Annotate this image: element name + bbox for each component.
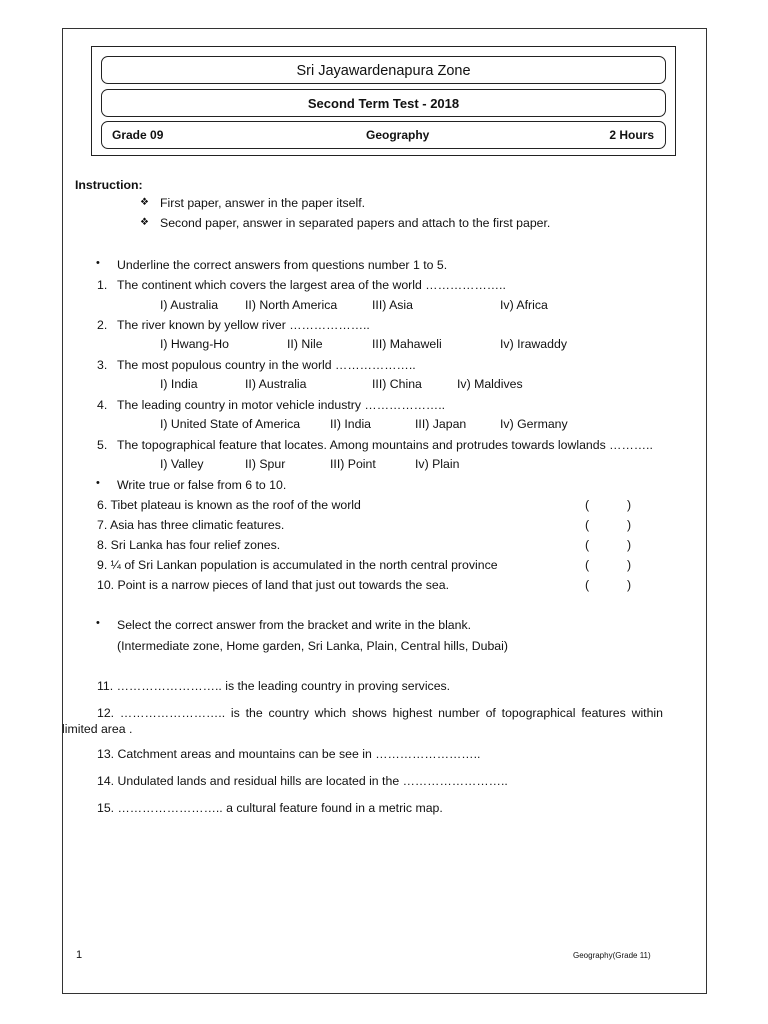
blank-close-paren: ) (627, 518, 632, 532)
question-number: 3. (97, 358, 108, 372)
answer-option: Iv) Maldives (457, 377, 523, 391)
blank-open-paren: ( (585, 498, 590, 512)
answer-option: Iv) Plain (415, 457, 460, 471)
bullet-icon: • (96, 257, 100, 269)
question-number: 5. (97, 438, 108, 452)
subject-label: Geography (366, 128, 430, 142)
blank-close-paren: ) (627, 578, 632, 592)
answer-option: Iv) Africa (500, 298, 548, 312)
answer-option: II) India (330, 417, 372, 431)
fill-blank-question: 15. …………………….. a cultural feature found in a metric map. (97, 801, 443, 815)
fill-blank-question: 13. Catchment areas and mountains can be see in …………………….. (97, 747, 481, 761)
page-number: 1 (76, 949, 83, 961)
blank-open-paren: ( (585, 578, 590, 592)
instruction-item: Second paper, answer in separated papers and attach to the first paper. (160, 216, 551, 230)
true-false-statement: 8. Sri Lanka has four relief zones. (97, 538, 281, 552)
answer-option: Iv) Irawaddy (500, 337, 567, 351)
blank-close-paren: ) (627, 498, 632, 512)
answer-option: III) Point (330, 457, 376, 471)
exam-header (91, 46, 676, 156)
instruction-title: Instruction: (75, 178, 143, 192)
grade-label: Grade 09 (112, 128, 164, 142)
diamond-bullet-icon: ❖ (140, 217, 149, 228)
answer-option: III) Asia (372, 298, 414, 312)
answer-option: I) Australia (160, 298, 219, 312)
fill-blank-question-continued: limited area . (62, 722, 133, 736)
footer-subject: Geography(Grade 11) (573, 951, 651, 960)
bullet-icon: • (96, 617, 100, 629)
true-false-statement: 9. ¼ of Sri Lankan population is accumulated in the north central province (97, 558, 498, 572)
section2-directive: Write true or false from 6 to 10. (117, 478, 287, 492)
section1-directive: Underline the correct answers from questions number 1 to 5. (117, 258, 448, 272)
answer-option: Iv) Germany (500, 417, 568, 431)
question-text: The leading country in motor vehicle industry ……………….. (117, 398, 446, 412)
blank-close-paren: ) (627, 538, 632, 552)
question-text: The river known by yellow river ……………….. (117, 318, 370, 332)
true-false-statement: 7. Asia has three climatic features. (97, 518, 285, 532)
blank-open-paren: ( (585, 518, 590, 532)
question-text: The topographical feature that locates. Among mountains and protrudes towards lowlands ……….. (117, 438, 653, 452)
true-false-statement: 10. Point is a narrow pieces of land that just out towards the sea. (97, 578, 450, 592)
answer-option: II) Australia (245, 377, 307, 391)
section3-directive: Select the correct answer from the bracket and write in the blank. (117, 618, 472, 632)
duration-label: 2 Hours (609, 128, 654, 142)
diamond-bullet-icon: ❖ (140, 197, 149, 208)
bullet-icon: • (96, 477, 100, 489)
exam-meta-row (101, 121, 666, 149)
blank-close-paren: ) (627, 558, 632, 572)
exam-title: Second Term Test - 2018 (101, 89, 666, 117)
answer-option: III) Japan (415, 417, 467, 431)
question-text: The continent which covers the largest area of the world ……………….. (117, 278, 506, 292)
blank-open-paren: ( (585, 538, 590, 552)
answer-option: I) United State of America (160, 417, 301, 431)
answer-option: I) Valley (160, 457, 204, 471)
answer-option: II) North America (245, 298, 338, 312)
true-false-statement: 6. Tibet plateau is known as the roof of the world (97, 498, 361, 512)
fill-blank-question: 12. …………………….. is the country which shows highest number of topographical features within (97, 706, 664, 720)
fill-blank-question: 11. …………………….. is the leading country in proving services. (97, 679, 451, 693)
question-number: 4. (97, 398, 108, 412)
answer-option: I) Hwang-Ho (160, 337, 230, 351)
answer-choices: (Intermediate zone, Home garden, Sri Lanka, Plain, Central hills, Dubai) (117, 639, 508, 653)
answer-option: III) Mahaweli (372, 337, 442, 351)
question-number: 2. (97, 318, 108, 332)
answer-option: II) Spur (245, 457, 286, 471)
fill-blank-question: 14. Undulated lands and residual hills are located in the …………………….. (97, 774, 508, 788)
question-text: The most populous country in the world ……………….. (117, 358, 416, 372)
answer-option: II) Nile (287, 337, 323, 351)
answer-option: I) India (160, 377, 198, 391)
school-name: Sri Jayawardenapura Zone (101, 56, 666, 84)
question-number: 1. (97, 278, 108, 292)
blank-open-paren: ( (585, 558, 590, 572)
answer-option: III) China (372, 377, 422, 391)
instruction-item: First paper, answer in the paper itself. (160, 196, 366, 210)
